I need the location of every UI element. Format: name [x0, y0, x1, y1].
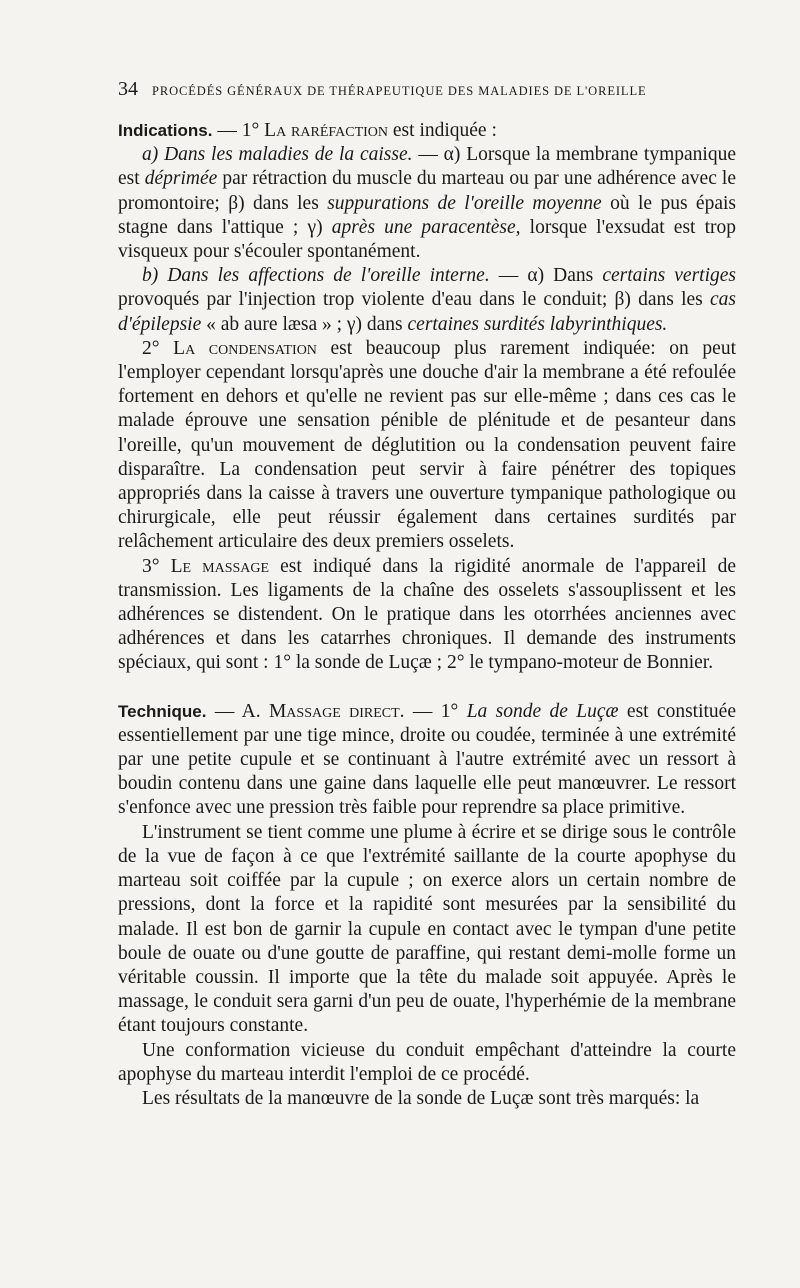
section-spacer: [118, 676, 736, 700]
page-number: 34: [118, 78, 138, 100]
paragraph-oreille-interne: b) Dans les affections de l'oreille interne. — α) Dans certains vertiges provoqués par l'injection trop violente d'eau dans le conduit; β) dans les cas d'épilepsie « ab aure læsa » ; γ) dans certaines surdités labyrinthiques.: [118, 265, 736, 335]
indications-heading: Indications.: [118, 121, 213, 140]
running-header: [118, 78, 698, 101]
paragraph-massage: 3° Le massage est indiqué dans la rigidité anormale de l'appareil de transmission. Les ligaments de la chaîne des osselets s'assouplissent et les adhérences se distendent. On le pratique dans les otorrhées anciennes avec adhérences et dans les catarrhes chroniques. Il demande des instruments spéciaux, qui sont : 1° la sonde de Luçæ ; 2° le tympano-moteur de Bonnier.: [118, 555, 736, 674]
indications-intro: Indications. — 1° La raréfaction est indiquée :: [118, 120, 497, 141]
technique-intro: Technique. — A. Massage direct. — 1° La sonde de Luçæ est constituée essentiellement par une tige mince, droite ou coudée, terminée à une extrémité par une petite cupule et se continuant à l'autre extrémité avec un ressort à boudin contenu dans une gaine dans laquelle elle peut manœuvrer. Le ressort s'enfonce avec une pression très faible pour reprendre sa place primitive.: [118, 700, 736, 819]
paragraph-instrument: L'instrument se tient comme une plume à écrire et se dirige sous le contrôle de la vue de façon à ce que l'extrémité saillante de la courte apophyse du marteau soit coiffée par la cupule ; on exerce alors un certain nombre de pressions, dont la force et la rapidité sont mesurées par la sensibilité du malade. Il est bon de garnir la cupule en contact avec le tympan d'une petite boule de ouate ou d'une goutte de paraffine, qui restant demi-molle forme un véritable coussin. Il importe que la tête du malade soit appuyée. Après le massage, le conduit sera garni d'un peu de ouate, l'hyperhémie de la membrane étant toujours constante.: [118, 821, 736, 1037]
paragraph-caisse: a) Dans les maladies de la caisse. — α) Lorsque la membrane tympanique est déprimée par rétraction du muscle du marteau ou par une adhérence avec le promontoire; β) dans les suppurations de l'oreille moyenne où le pus épais stagne dans l'attique ; γ) après une paracentèse, lorsque l'exsudat est trop visqueux pour s'écouler spontanément.: [118, 144, 737, 263]
body-text: [118, 119, 736, 1111]
paragraph-condensation: 2° La condensation est beaucoup plus rarement indiquée: on peut l'employer cependant lorsqu'après une douche d'air la membrane a été refoulée fortement en dehors et qu'elle ne revient pas sur elle-même ; dans ces cas le malade éprouve une sensation pénible de plénitude et de pesanteur dans l'oreille, qu'un mouvement de déglutition ou la condensation peuvent faire disparaître. La condensation peut servir à faire pénétrer des topiques appropriés dans la caisse à travers une ouverture tympanique pathologique ou chirurgicale, elle peut réussir également dans certaines surdités par relâchement articulaire des deux premiers osselets.: [118, 337, 736, 553]
paragraph-conformation: Une conformation vicieuse du conduit empêchant d'atteindre la courte apophyse du marteau interdit l'emploi de ce procédé.: [118, 1039, 736, 1085]
paragraph-resultats: Les résultats de la manœuvre de la sonde de Luçæ sont très marqués: la: [142, 1087, 700, 1109]
running-title: PROCÉDÉS GÉNÉRAUX DE THÉRAPEUTIQUE DES MALADIES DE L'OREILLE: [152, 84, 647, 98]
technique-heading: Technique.: [118, 701, 207, 721]
